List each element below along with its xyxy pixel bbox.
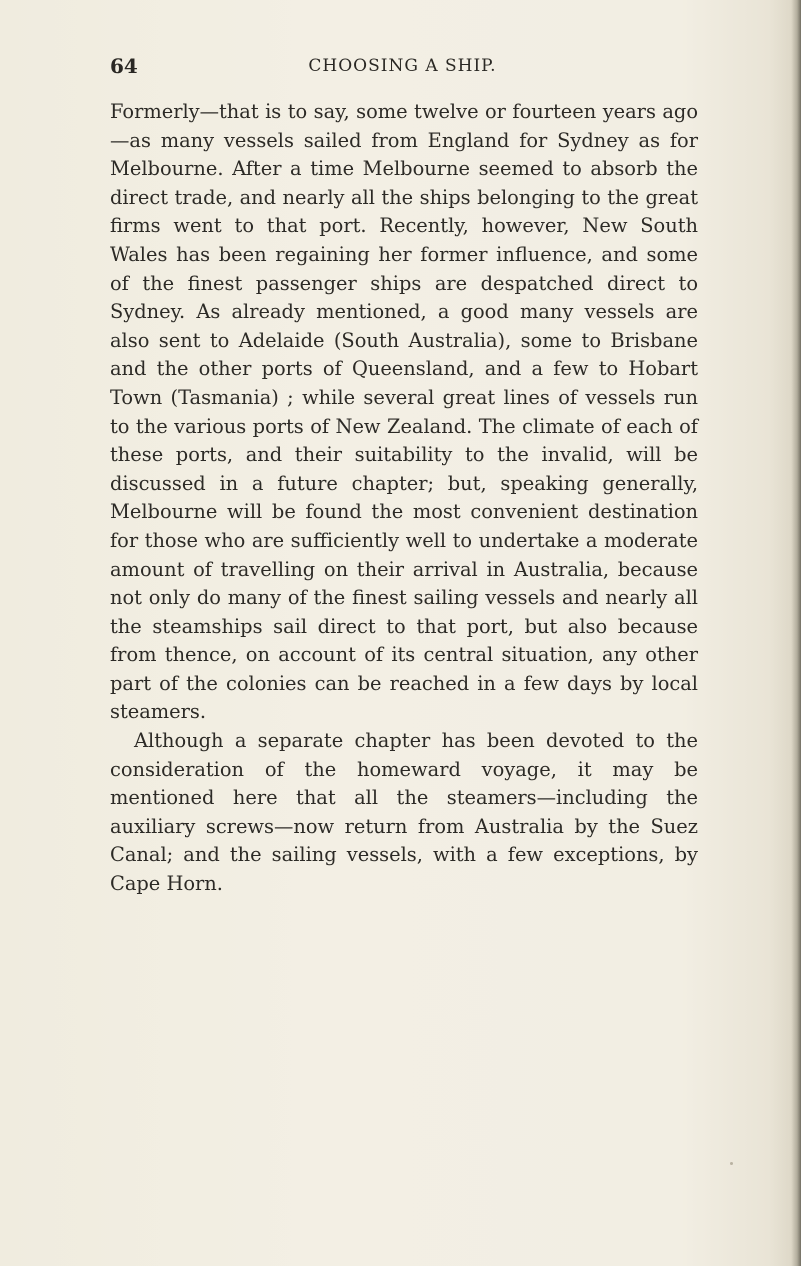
page-number: 64 (110, 54, 138, 78)
body-text (110, 98, 698, 899)
page-edge-shadow (791, 0, 801, 1266)
paragraph-1: Formerly—that is to say, some twelve or fourteen years ago—as many vessels sailed from England for Sydney as for Melbourne. After a time Melbourne seemed to absorb the direct trade, and nearly all the ships belonging to the great firms went to that port. Recently, however, New South Wales has been regaining her former influence, and some of the finest passenger ships are despatched direct to Sydney. As already mentioned, a good many vessels are also sent to Adelaide (South Australia), some to Brisbane and the other ports of Queensland, and a few to Hobart Town (Tasmania) ; while several great lines of vessels run to the various ports of New Zealand. The climate of each of these ports, and their suitability to the invalid, will be discussed in a future chapter; but, speaking generally, Melbourne will be found the most convenient destination for those who are sufficiently well to undertake a moderate amount of travelling on their arrival in Australia, because not only do many of the finest sailing vessels and nearly all the steamships sail direct to that port, but also because from thence, on account of its central situation, any other part of the colonies can be reached in a few days by local steamers. (110, 100, 698, 724)
running-title: CHOOSING A SHIP. (308, 56, 497, 76)
page-header (110, 54, 695, 84)
paper-speck (730, 1162, 733, 1165)
paragraph-2: Although a separate chapter has been devoted to the consideration of the homeward voyage, it may be mentioned here that all the steamers—including the auxiliary screws—now return from Australia by the Suez Canal; and the sailing vessels, with a few exceptions, by Cape Horn. (110, 729, 698, 896)
